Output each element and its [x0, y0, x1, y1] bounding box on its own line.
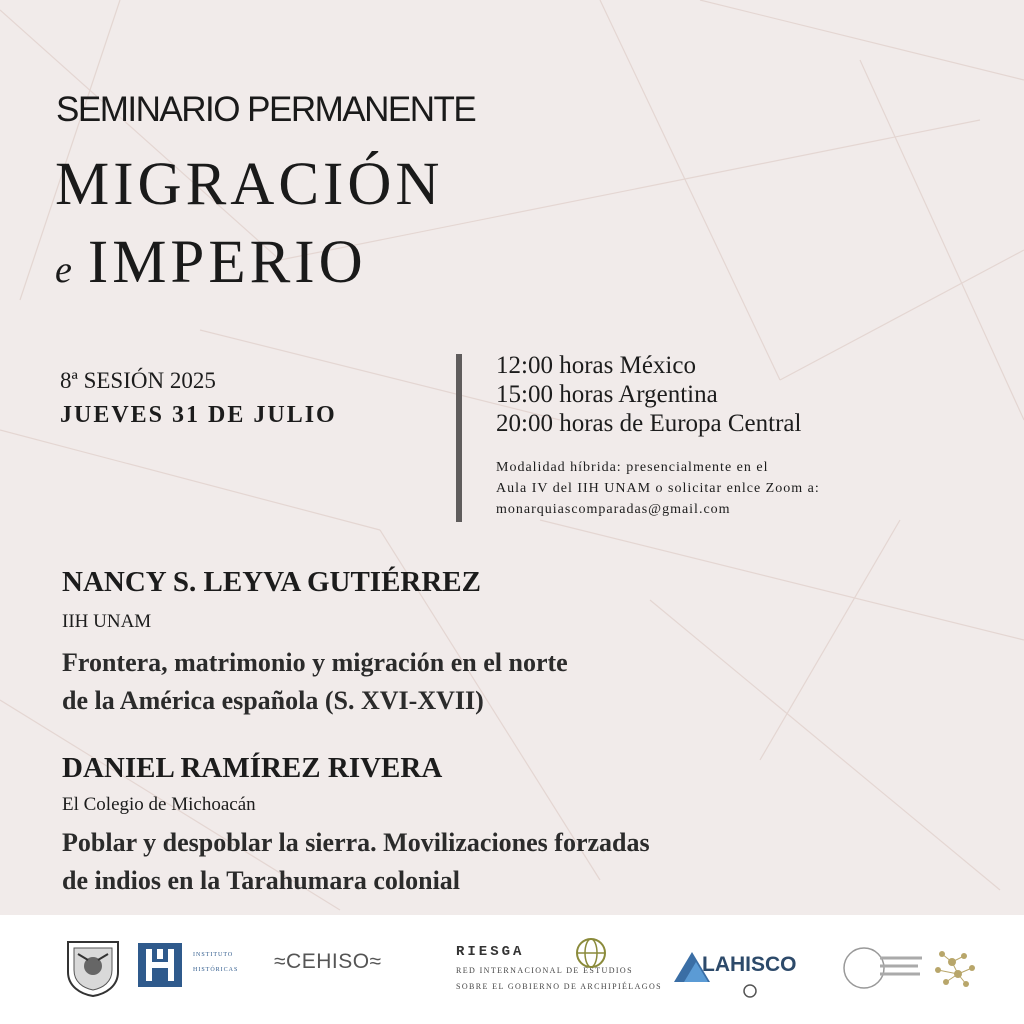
contact-email: monarquiascomparadas@gmail.com: [496, 502, 731, 517]
time-europe: 20:00 horas de Europa Central: [496, 410, 802, 437]
speaker-institution: IIH UNAM: [62, 611, 152, 632]
speaker-name: DANIEL RAMÍREZ RIVERA: [62, 752, 443, 784]
title-line2: [55, 228, 367, 298]
time-mexico: 12:00 horas México: [496, 352, 696, 379]
seminar-network-logo-icon: [842, 944, 982, 992]
iih-logo-text: INSTITUTO: [193, 952, 234, 958]
riesga-logo-subtitle: SOBRE EL GOBIERNO DE ARCHIPIÉLAGOS: [456, 982, 662, 991]
talk-title: Frontera, matrimonio y migración en el norte: [62, 648, 568, 677]
talk-title: de la América española (S. XVI-XVII): [62, 686, 484, 715]
talk-title: Poblar y despoblar la sierra. Movilizaciones forzadas: [62, 828, 650, 857]
speaker-institution: El Colegio de Michoacán: [62, 794, 256, 815]
globe-icon: [574, 936, 608, 970]
vertical-divider: [456, 354, 462, 522]
lahisco-seal-icon: [740, 984, 760, 998]
riesga-logo-subtitle: RED INTERNACIONAL DE ESTUDIOS: [456, 966, 633, 975]
title-conjunction: e: [55, 249, 72, 291]
series-title: SEMINARIO PERMANENTE: [56, 90, 476, 129]
iih-logo-icon: [138, 943, 182, 987]
title-migracion: MIGRACIÓN: [55, 151, 444, 218]
modality-line: Aula IV del IIH UNAM o solicitar enlce Zoom a:: [496, 481, 820, 496]
unam-seal-icon: [62, 938, 124, 998]
session-date: JUEVES 31 DE JULIO: [60, 402, 337, 428]
speaker-name: NANCY S. LEYVA GUTIÉRREZ: [62, 566, 481, 598]
lahisco-logo: LAHISCO: [702, 953, 797, 976]
iih-logo-text: HISTÓRICAS: [193, 967, 239, 973]
talk-title: de indios en la Tarahumara colonial: [62, 866, 461, 895]
riesga-logo-title: RIESGA: [456, 944, 525, 960]
title-imperio: IMPERIO: [87, 229, 367, 296]
cehiso-logo: ≈CEHISO≈: [274, 950, 382, 973]
session-number: 8ª SESIÓN 2025: [60, 368, 216, 393]
modality-line: Modalidad híbrida: presencialmente en el: [496, 460, 769, 475]
time-argentina: 15:00 horas Argentina: [496, 381, 718, 408]
